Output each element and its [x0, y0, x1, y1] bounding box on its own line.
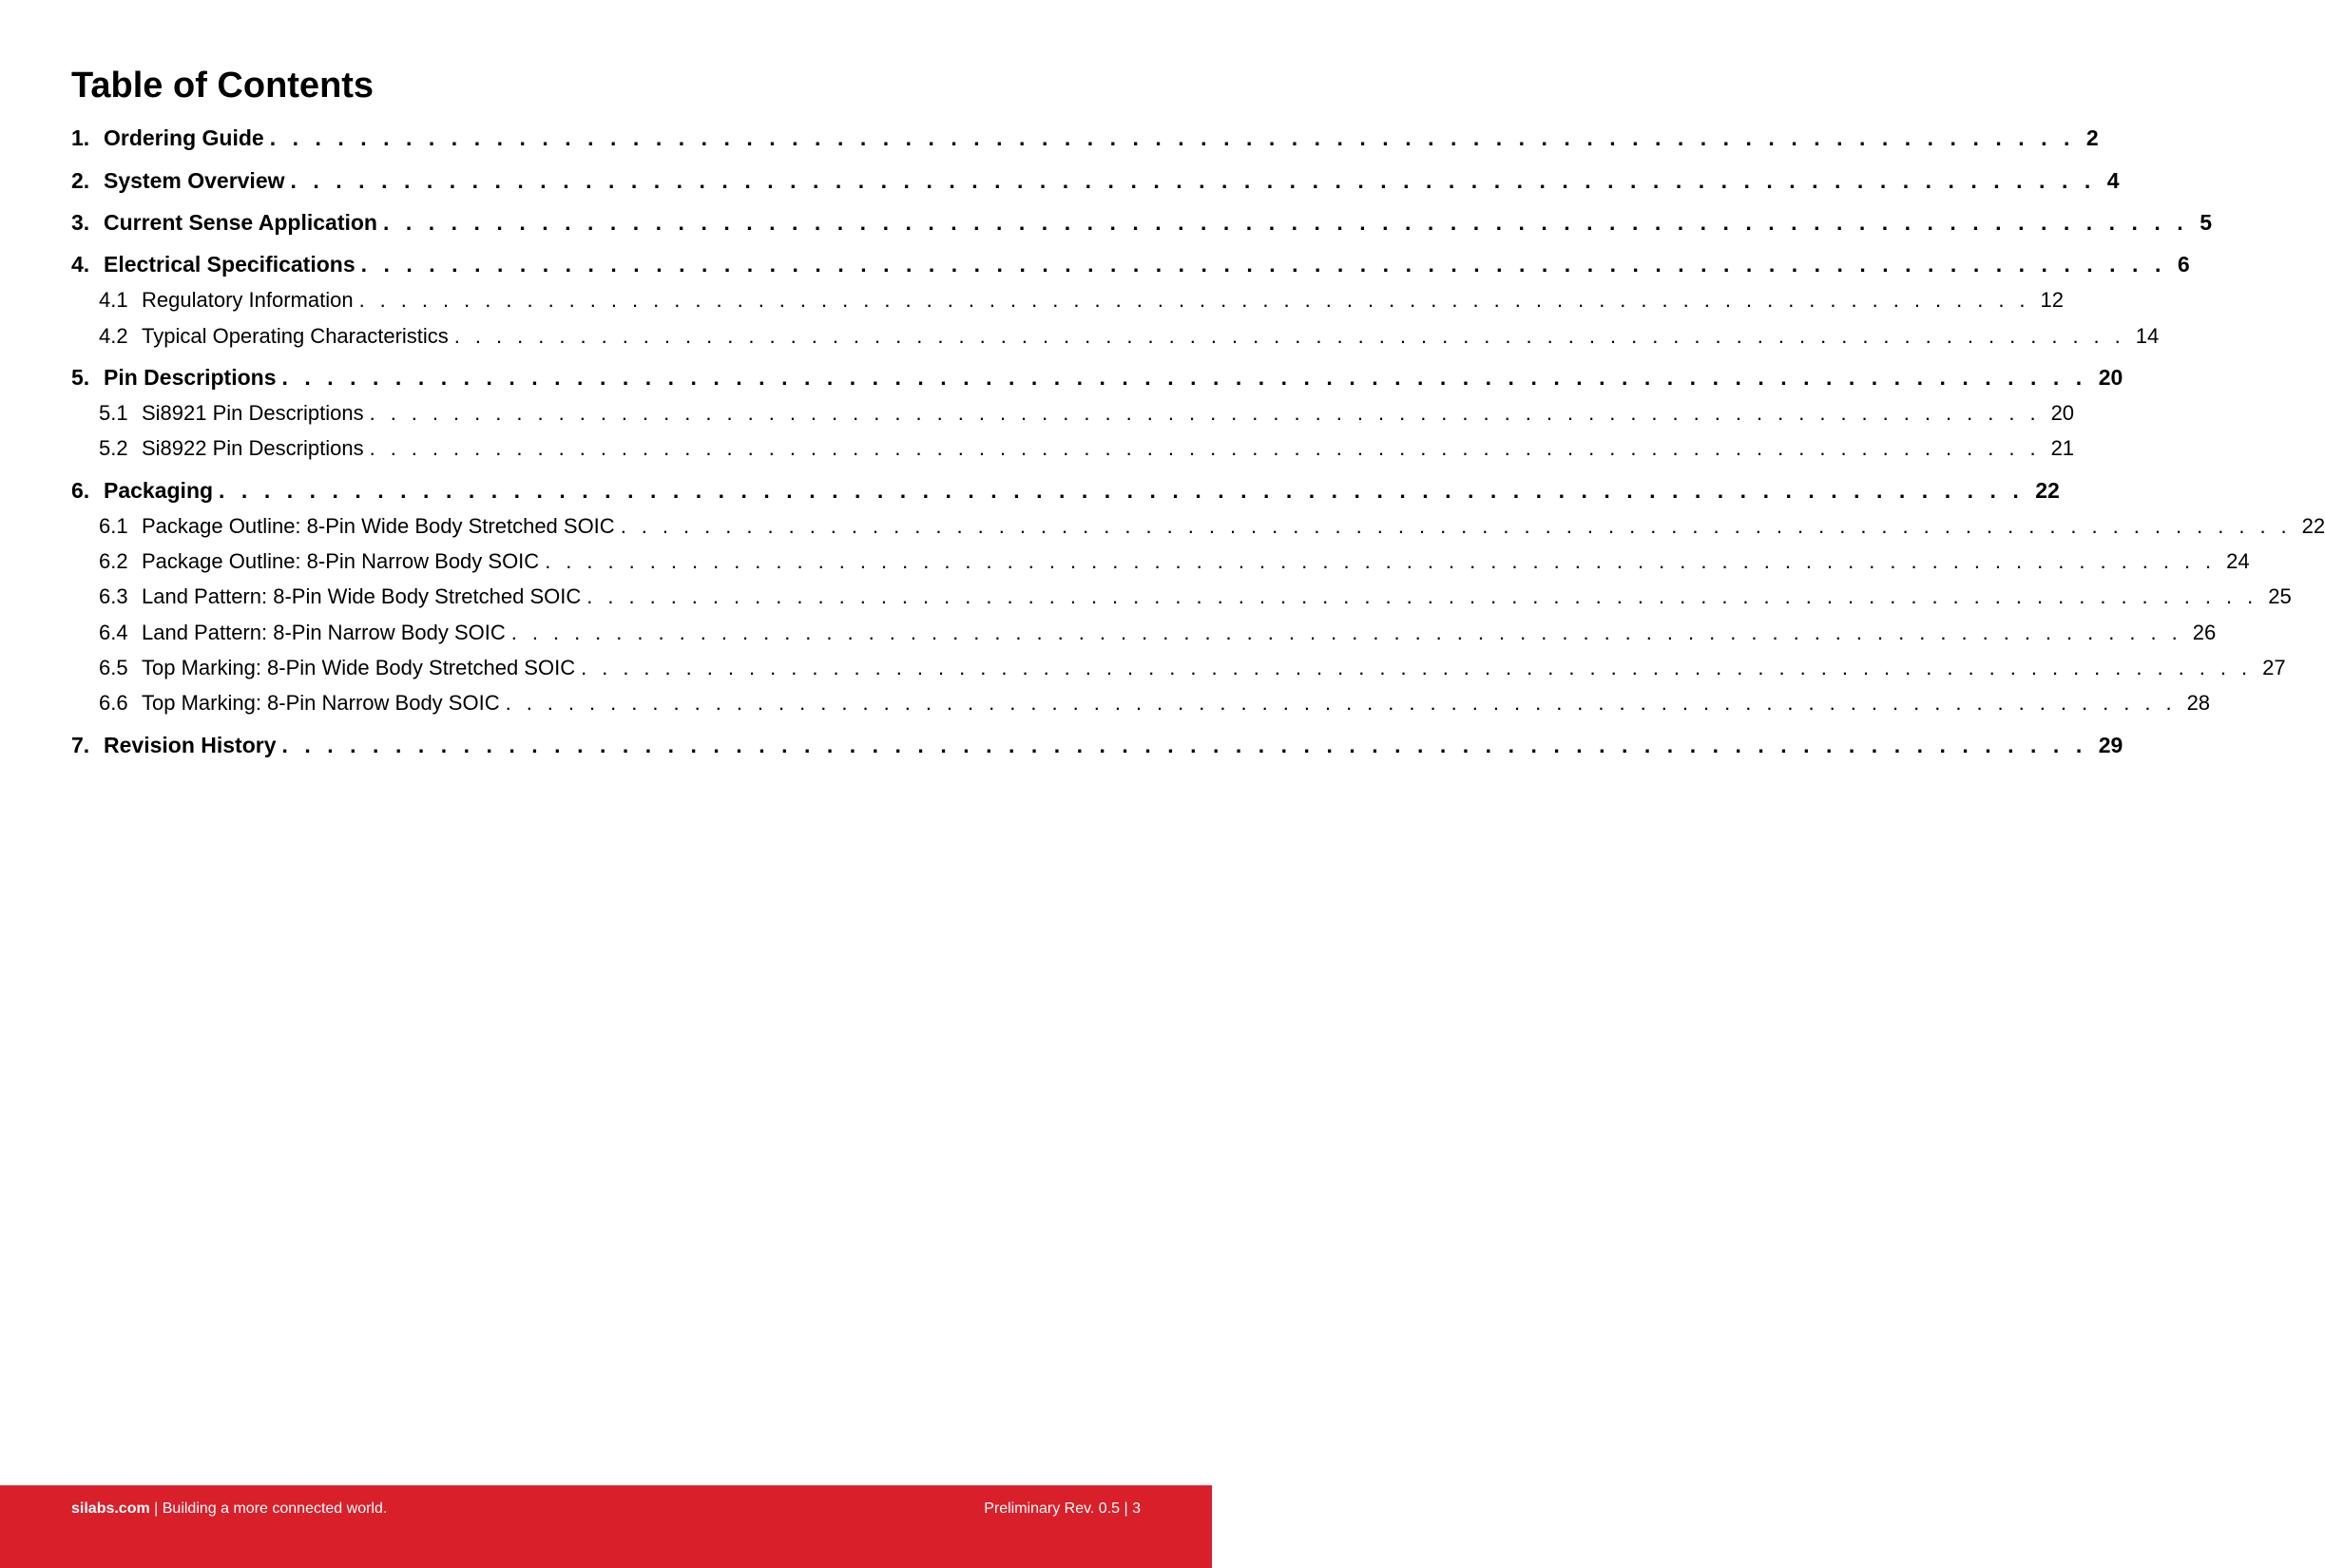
toc-entry-title[interactable]: Land Pattern: 8-Pin Wide Body Stretched SOIC: [142, 584, 582, 608]
toc-entry-title[interactable]: Regulatory Information: [142, 288, 354, 312]
toc-dot-leader: ................................................................................: [269, 125, 2086, 150]
toc-entry-title[interactable]: Revision History: [104, 733, 277, 757]
toc-entry[interactable]: [71, 401, 2075, 430]
toc-entry-title[interactable]: Electrical Specifications: [104, 252, 355, 277]
toc-dot-leader: ................................................................................: [453, 324, 2136, 348]
toc-entry-page: 27: [2262, 656, 2286, 679]
toc-entry-number: 4.2: [99, 324, 128, 348]
toc-entry-title[interactable]: Pin Descriptions: [104, 365, 277, 390]
toc-dot-leader: ................................................................................: [358, 288, 2041, 312]
footer-left: [71, 1501, 387, 1518]
toc-entry-title[interactable]: Top Marking: 8-Pin Narrow Body SOIC: [142, 691, 500, 715]
toc-entry-page: 21: [2050, 436, 2075, 460]
toc-entry-title[interactable]: Si8922 Pin Descriptions: [142, 436, 364, 460]
toc-entry-page: 26: [2192, 621, 2217, 644]
toc-entry[interactable]: [71, 621, 2217, 649]
toc-entry-number: 5.1: [99, 401, 128, 425]
toc-entry-title[interactable]: Typical Operating Characteristics: [142, 324, 449, 348]
toc-entry-number: 5.: [71, 365, 90, 390]
toc-entry[interactable]: [71, 691, 2211, 719]
toc-dot-leader: ................................................................................: [586, 584, 2269, 608]
toc-entry[interactable]: [71, 656, 2286, 684]
toc-entry-title[interactable]: System Overview: [104, 168, 285, 193]
toc-dot-leader: ................................................................................: [620, 514, 2302, 538]
footer-bar: [0, 1485, 1212, 1568]
toc-entry-title[interactable]: Package Outline: 8-Pin Wide Body Stretched SOIC: [142, 514, 615, 538]
toc-entry-number: 6.4: [99, 621, 128, 644]
toc-entry-title[interactable]: Package Outline: 8-Pin Narrow Body SOIC: [142, 549, 540, 573]
toc-dot-leader: ................................................................................: [360, 252, 2178, 277]
toc-entry[interactable]: [71, 365, 2123, 393]
toc-entry[interactable]: [71, 125, 2099, 154]
toc-dot-leader: ................................................................................: [369, 401, 2051, 425]
toc-entry-page: 20: [2098, 365, 2123, 390]
toc-entry-title[interactable]: Top Marking: 8-Pin Wide Body Stretched SOIC: [142, 656, 576, 679]
toc-dot-leader: ................................................................................: [290, 168, 2107, 193]
toc-entry-page: 14: [2135, 324, 2160, 348]
toc-dot-leader: ................................................................................: [505, 691, 2187, 715]
toc-entry-page: 22: [2035, 478, 2060, 503]
toc-entry-title[interactable]: Si8921 Pin Descriptions: [142, 401, 364, 425]
toc-entry-page: 5: [2200, 210, 2212, 235]
toc-entry[interactable]: [71, 324, 2160, 353]
toc-entry[interactable]: [71, 168, 2120, 197]
toc-entry-page: 4: [2106, 168, 2120, 193]
toc-entry[interactable]: [71, 584, 2292, 613]
toc-entry-number: 6.3: [99, 584, 128, 608]
toc-entry-number: 6.1: [99, 514, 128, 538]
toc-entry-number: 7.: [71, 733, 90, 757]
toc-entry[interactable]: [71, 549, 2250, 578]
toc-dot-leader: ................................................................................: [369, 436, 2051, 460]
toc-entry-number: 5.2: [99, 436, 128, 460]
toc-entry-page: 12: [2040, 288, 2065, 312]
toc-entry-page: 2: [2085, 125, 2099, 150]
toc-dot-leader: ................................................................................: [281, 733, 2099, 757]
toc-entry-title[interactable]: Ordering Guide: [104, 125, 264, 150]
footer-revision: Preliminary Rev. 0.5 | 3: [984, 1501, 1141, 1517]
toc-entry[interactable]: [71, 514, 2325, 543]
toc-dot-leader: ................................................................................: [382, 210, 2200, 235]
toc-entry-number: 6.2: [99, 549, 128, 573]
toc-entry-number: 3.: [71, 210, 90, 235]
toc-entry[interactable]: [71, 478, 2060, 507]
toc-entry[interactable]: [71, 436, 2075, 465]
toc-entry-page: 22: [2301, 514, 2325, 538]
toc-dot-leader: ................................................................................: [510, 621, 2193, 644]
toc-dot-leader: ................................................................................: [545, 549, 2227, 573]
toc-entry-page: 20: [2050, 401, 2075, 425]
toc-entry[interactable]: [71, 252, 2190, 280]
toc-entry[interactable]: [71, 210, 2212, 239]
toc-dot-leader: ................................................................................: [581, 656, 2263, 679]
toc-entry-title[interactable]: Current Sense Application: [104, 210, 377, 235]
toc-entry-page: 25: [2268, 584, 2292, 608]
toc-entry-number: 6.: [71, 478, 90, 503]
toc-entry-page: 28: [2186, 691, 2211, 715]
toc-entry-number: 4.1: [99, 288, 128, 312]
toc-entry-page: 29: [2098, 733, 2123, 757]
toc-entry-page: 24: [2226, 549, 2250, 573]
footer-tagline: | Building a more connected world.: [149, 1501, 388, 1517]
footer-site[interactable]: silabs.com: [71, 1501, 150, 1517]
toc-entry[interactable]: [71, 288, 2065, 316]
page-title: Table of Contents: [71, 66, 375, 105]
toc-entry-title[interactable]: Land Pattern: 8-Pin Narrow Body SOIC: [142, 621, 506, 644]
toc-entry-number: 2.: [71, 168, 90, 193]
toc-entry-page: 6: [2177, 252, 2190, 277]
toc-entry-number: 1.: [71, 125, 90, 150]
toc-entry-title[interactable]: Packaging: [104, 478, 214, 503]
toc-dot-leader: ................................................................................: [281, 365, 2099, 390]
toc-entry-number: 4.: [71, 252, 90, 277]
toc-entry-number: 6.6: [99, 691, 128, 715]
toc-dot-leader: ................................................................................: [219, 478, 2036, 503]
toc-entry-number: 6.5: [99, 656, 128, 679]
toc-entry[interactable]: [71, 733, 2123, 761]
